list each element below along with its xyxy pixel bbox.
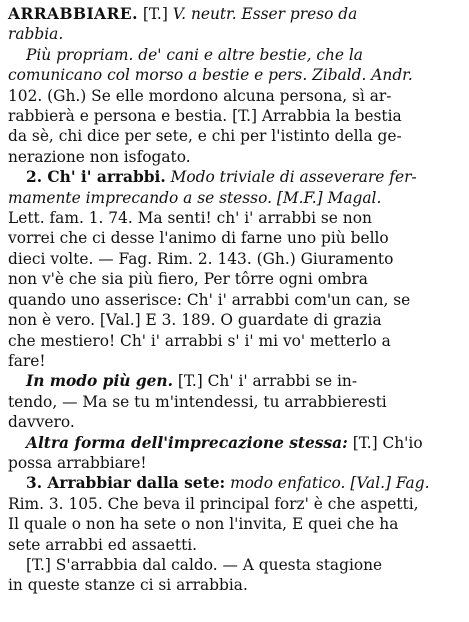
line-6: rabbierà e persona e bestia. [T.] Arrabbia la bestia: [8, 107, 402, 126]
line-14: non v'è che sia più fiero, Per tôrre ogni ombra: [8, 270, 368, 289]
line-18: fare!: [8, 351, 46, 370]
line-4: comunicano col morso a bestie e pers. Zibald. Andr.: [8, 66, 413, 85]
line-28: [T.] S'arrabbia dal caldo. — A questa stagione: [26, 555, 383, 574]
line-24: 3. Arrabbiar dalla sete: modo enfatico. [Val.] Fag.: [26, 474, 430, 493]
sense-3-lemma: 3. Arrabbiar dalla sete:: [26, 474, 226, 493]
line-3: Più propriam. de' cani e altre bestie, che la: [26, 45, 363, 64]
sense-1: [8, 45, 463, 167]
sense-3: [8, 473, 463, 555]
line-26: Il quale o non ha sete o non l'invita, E quei che ha: [8, 515, 399, 534]
sense-2-lemma: 2. Ch' i' arrabbi.: [26, 168, 166, 187]
line-1: [8, 4, 463, 24]
dictionary-entry: [8, 4, 463, 596]
line-16: non è vero. [Val.] E 3. 189. O guardate di grazia: [8, 311, 382, 330]
line-27: sete arrabbi ed assaetti.: [8, 535, 198, 554]
headword: ARRABBIARE.: [8, 5, 139, 23]
line-23: possa arrabbiare!: [8, 453, 147, 472]
line-25: Rim. 3. 105. Che beva il principal forz' è che aspetti,: [8, 494, 419, 513]
sub-sense-alt-form: [8, 433, 463, 474]
definition: V. neutr. Esser preso da: [172, 5, 358, 23]
line-2: rabbia.: [8, 25, 64, 44]
line-29: in queste stanze ci si arrabbia.: [8, 576, 248, 595]
sub-sense-general: [8, 371, 463, 432]
line-20: tendo, — Ma se tu m'intendessi, tu arrabbieresti: [8, 392, 387, 411]
line-22: Altra forma dell'imprecazione stessa: [T.] Ch'io: [26, 433, 423, 452]
line-11: Lett. fam. 1. 74. Ma senti! ch' i' arrabbi se non: [8, 209, 372, 228]
line-13: dieci volte. — Fag. Rim. 2. 143. (Gh.) Giuramento: [8, 249, 394, 268]
line-8: nerazione non isfogato.: [8, 147, 191, 166]
line-15: quando uno asserisce: Ch' i' arrabbi com'un can, se: [8, 290, 411, 309]
sense-2: [8, 167, 463, 371]
entry-head: [8, 4, 463, 45]
sense-3-example: [8, 555, 463, 596]
source-tag: [T.]: [142, 5, 168, 23]
line-9: 2. Ch' i' arrabbi. Modo triviale di asseverare fer-: [26, 168, 417, 187]
line-7: da sè, chi dice per sete, e chi per l'istinto della ge-: [8, 127, 402, 146]
line-17: che mestiero! Ch' i' arrabbi s' i' mi vo' metterlo a: [8, 331, 391, 350]
line-10: mamente imprecando a se stesso. [M.F.] Magal.: [8, 188, 382, 207]
line-21: davvero.: [8, 413, 75, 432]
line-19: In modo più gen. [T.] Ch' i' arrabbi se in-: [26, 372, 358, 391]
line-12: vorrei che ci desse l'animo di farne uno più bello: [8, 229, 389, 248]
line-5: 102. (Gh.) Se elle mordono alcuna persona, sì ar-: [8, 86, 392, 105]
